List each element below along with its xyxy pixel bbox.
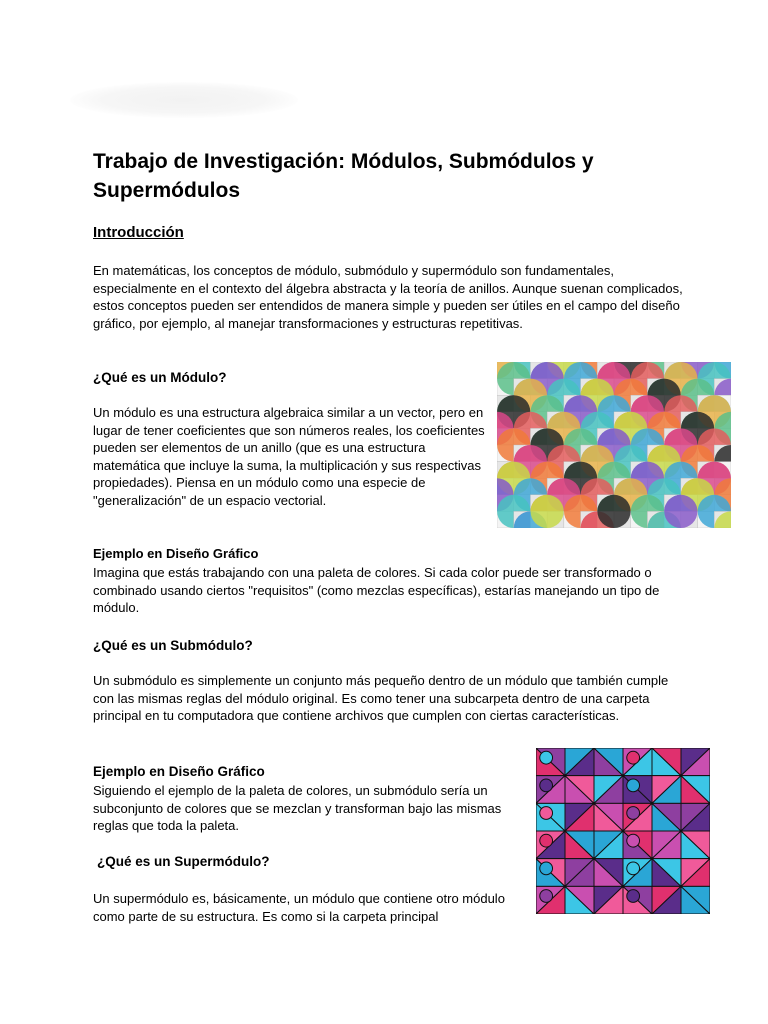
intro-paragraph: En matemáticas, los conceptos de módulo, submódulo y supermódulo son fundamentales, especialmente en el contexto del álgebra abstracta y la teoría de anillos. Aunque suenan complicados, estos conceptos pueden ser entendidos de manera simple y pueden ser útiles en el campo del diseño gráfico, por ejemplo, al manejar transformaciones y estructuras repetitivas. — [93, 263, 683, 331]
modulo-heading: ¿Qué es un Módulo? — [93, 370, 227, 385]
modulo-paragraph: Un módulo es una estructura algebraica similar a un vector, pero en lugar de tener coeficientes que son números reales, los coeficientes pueden ser elementos de un anillo (que es una estructura matemática que incluye la suma, la multiplicación y sus respectivas propiedades). Piensa en un módulo como una especie de "generalización" de un espacio vectorial. — [93, 405, 485, 508]
redacted-smudge — [70, 82, 298, 118]
ejemplo2-heading: Ejemplo en Diseño Gráfico — [93, 764, 265, 779]
page-title: Trabajo de Investigación: Módulos, Submódulos y Supermódulos — [93, 150, 594, 202]
ejemplo2-paragraph: Siguiendo el ejemplo de la paleta de colores, un submódulo sería un subconjunto de colores que se mezclan y transforman bajo las mismas reglas que toda la paleta. — [93, 783, 502, 834]
pink-blue-geometric-pattern-image — [536, 748, 710, 914]
submodulo-heading: ¿Qué es un Submódulo? — [93, 638, 253, 653]
supermodulo-paragraph: Un supermódulo es, básicamente, un módulo que contiene otro módulo como parte de su estructura. Es como si la carpeta principal — [93, 891, 505, 924]
intro-heading: Introducción — [93, 224, 184, 241]
ejemplo1-paragraph: Imagina que estás trabajando con una paleta de colores. Si cada color puede ser transformado o combinado usando ciertos "requisitos" (como mezclas específicas), estarías manejando un tipo de módulo. — [93, 565, 660, 616]
supermodulo-heading: ¿Qué es un Supermódulo? — [97, 854, 270, 869]
submodulo-paragraph: Un submódulo es simplemente un conjunto más pequeño dentro de un módulo que también cumple con las mismas reglas del módulo original. Es como tener una subcarpeta dentro de una carpeta principal en tu computadora que contiene archivos que cumplen con ciertas características. — [93, 673, 669, 724]
ejemplo1-heading: Ejemplo en Diseño Gráfico — [93, 546, 259, 561]
colorful-circle-pattern-image — [497, 362, 731, 528]
